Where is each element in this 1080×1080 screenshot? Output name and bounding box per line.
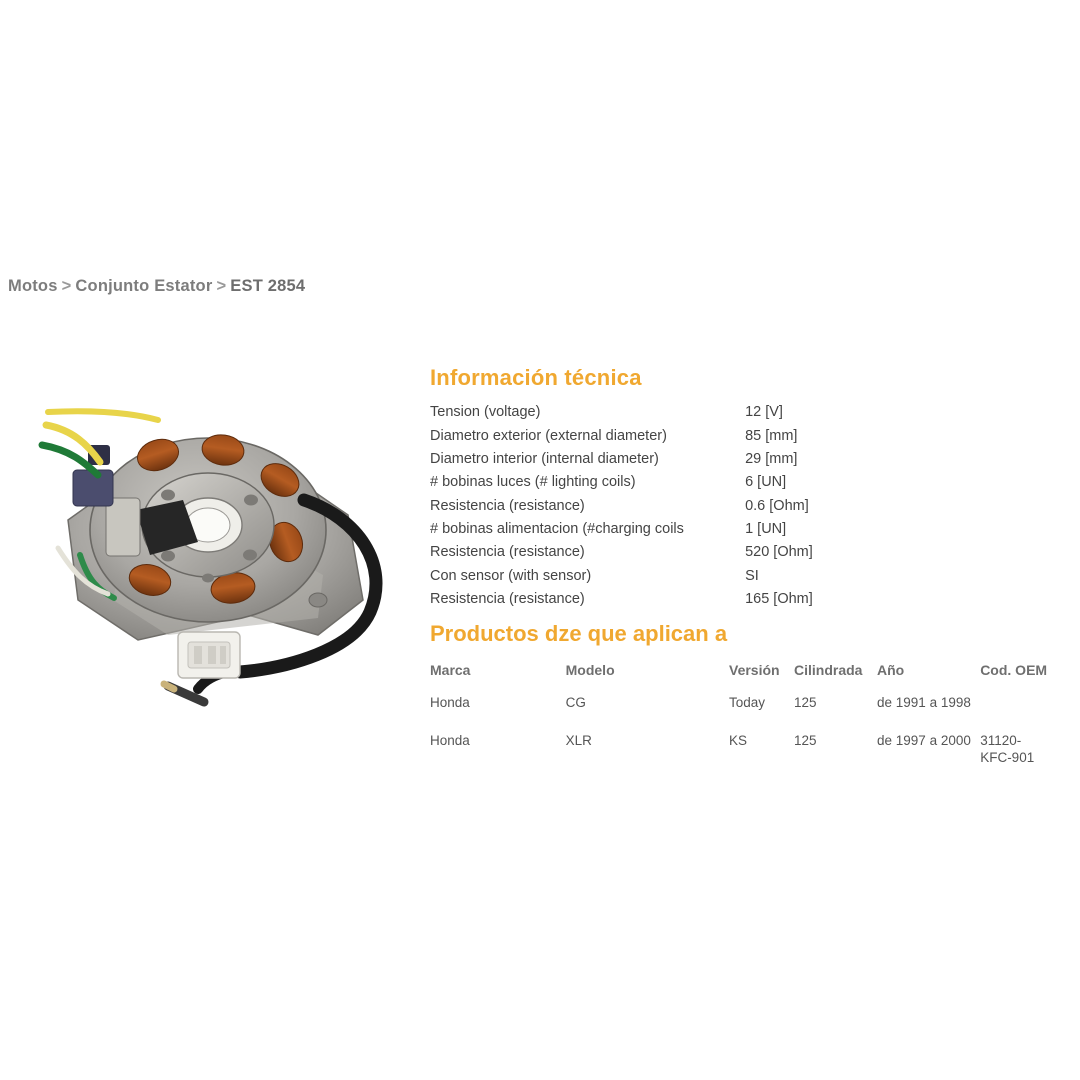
table-header-row (430, 658, 1055, 684)
cell-modelo: XLR (565, 732, 592, 748)
spec-value: 6 [UN] (745, 474, 787, 491)
spec-value: 29 [mm] (745, 451, 798, 468)
applications-table (430, 658, 1055, 777)
column-header-anio: Año (877, 662, 905, 679)
technical-info-title: Información técnica (430, 365, 642, 390)
spec-label: # bobinas luces (# lighting coils) (430, 474, 636, 491)
spec-label: Con sensor (with sensor) (430, 567, 592, 584)
technical-info-section (430, 365, 1050, 611)
spec-value: 12 [V] (745, 404, 783, 421)
cell-cod-oem (980, 684, 1055, 722)
spec-label: Resistencia (resistance) (430, 544, 585, 561)
spec-value: 165 [Ohm] (745, 591, 813, 608)
spec-value: SI (745, 567, 759, 584)
table-row (430, 684, 1055, 722)
cell-modelo: CG (565, 695, 586, 711)
spec-value: 1 [UN] (745, 521, 787, 538)
cell-version: Today (729, 695, 766, 711)
cell-anio: de 1997 a 2000 (877, 732, 971, 748)
column-header-cilindrada: Cilindrada (794, 662, 863, 679)
cell-cilindrada: 125 (794, 695, 817, 711)
table-row (430, 471, 1050, 494)
breadcrumb (8, 277, 305, 296)
spec-value: 520 [Ohm] (745, 544, 813, 561)
table-row (430, 518, 1050, 541)
spec-label: Resistencia (resistance) (430, 591, 585, 608)
table-row (430, 424, 1050, 447)
breadcrumb-separator: > (61, 277, 72, 295)
cell-anio: de 1991 a 1998 (877, 695, 971, 711)
spec-value: 85 [mm] (745, 427, 798, 444)
breadcrumb-item-motos[interactable]: Motos (8, 277, 58, 295)
spec-label: Tension (voltage) (430, 404, 541, 421)
column-header-modelo: Modelo (565, 662, 615, 679)
cell-marca: Honda (430, 695, 470, 711)
cell-cod-oem: 31120-KFC-901 (980, 732, 1035, 766)
cell-version: KS (729, 732, 748, 748)
column-header-marca: Marca (430, 662, 471, 679)
applications-section (430, 620, 1055, 777)
table-row (430, 448, 1050, 471)
technical-spec-table (430, 401, 1050, 611)
spec-label: # bobinas alimentacion (#charging coils (430, 521, 684, 538)
table-row (430, 494, 1050, 517)
column-header-version: Versión (729, 662, 780, 679)
cell-marca: Honda (430, 732, 470, 748)
cell-cilindrada: 125 (794, 732, 817, 748)
table-row (430, 588, 1050, 611)
table-row (430, 541, 1050, 564)
spec-label: Resistencia (resistance) (430, 497, 585, 514)
product-image (18, 350, 408, 710)
spec-value: 0.6 [Ohm] (745, 497, 809, 514)
breadcrumb-separator: > (216, 277, 227, 295)
spec-label: Diametro exterior (external diameter) (430, 427, 667, 444)
column-header-cod-oem: Cod. OEM (980, 662, 1048, 679)
breadcrumb-item-conjunto-estator[interactable]: Conjunto Estator (75, 277, 213, 295)
table-row (430, 564, 1050, 587)
applications-title: Productos dze que aplican a (430, 621, 728, 646)
white-connector (178, 632, 240, 678)
table-row (430, 722, 1055, 777)
table-row (430, 401, 1050, 424)
breadcrumb-item-current: EST 2854 (230, 277, 306, 295)
spec-label: Diametro interior (internal diameter) (430, 451, 659, 468)
